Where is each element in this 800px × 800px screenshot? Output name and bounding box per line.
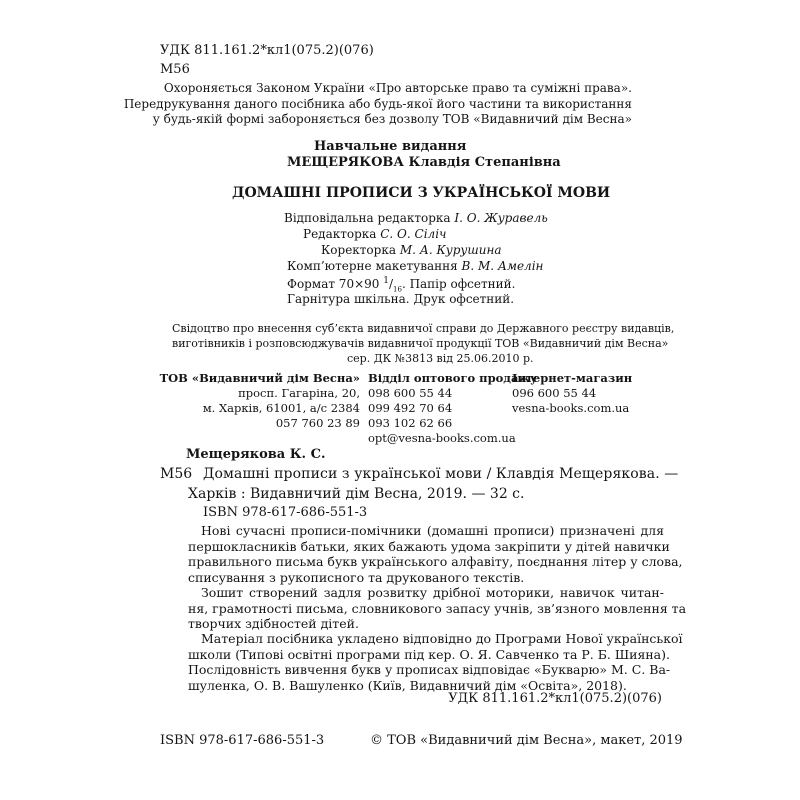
credit-role: Редакторка: [303, 227, 377, 241]
copyright-notice-line: Охороняється Законом України «Про авторське право та суміжні права».: [163, 81, 632, 95]
annotation-line: творчих здібностей дітей.: [188, 616, 359, 631]
edition-type: Навчальне видання: [314, 139, 467, 154]
credit-role: Комп’ютерне макетування: [287, 259, 458, 273]
book-title: ДОМАШНІ ПРОПИСИ З УКРАЇНСЬКОЇ МОВИ: [232, 185, 611, 201]
catalog-entry-line: Домашні прописи з української мови / Клавдія Мещерякова. —: [203, 466, 679, 482]
certificate-line: Свідоцтво про внесення суб’єкта видавничої справи до Державного реєстру видавців,: [172, 322, 675, 335]
online-shop-block: [512, 371, 632, 416]
catalog-code: М56: [160, 466, 193, 482]
wholesale-phone: 099 492 70 64: [368, 401, 453, 415]
format-fraction-den: 16: [393, 285, 402, 294]
udk-bottom: УДК 811.161.2*кл1(075.2)(076): [448, 691, 662, 706]
annotation-paragraph: [188, 631, 683, 693]
credit-name: В. М. Амелін: [461, 259, 544, 273]
format-fraction: $^1/_{16}$: [383, 276, 402, 294]
annotation-paragraph: [188, 585, 687, 632]
online-shop-phone: 096 600 55 44: [512, 386, 597, 400]
publisher-phone: 057 760 23 89: [275, 416, 360, 430]
wholesale-phone: 098 600 55 44: [368, 386, 453, 400]
annotation-line: ня, грамотності письма, словникового запасу учнів, зв’язного мовлення та: [188, 600, 687, 616]
credit-line: [284, 242, 548, 258]
credit-role: Коректорка: [321, 243, 396, 257]
copyright-notice-line: Передрукування даного посібника або будь-якої його частини та використання: [123, 96, 632, 111]
credit-line: [284, 210, 548, 226]
credit-line: [284, 226, 548, 242]
annotation-line: Послідовність вивчення букв у прописах відповідає «Букварю» М. С. Ва-: [188, 662, 671, 677]
annotation-line: правильного письма букв українського алфавіту, поєднання літер у слова,: [188, 554, 683, 569]
credit-name: М. А. Курушина: [399, 243, 502, 257]
annotation-line: шуленка, О. В. Вашуленко (Київ, Видавничий дім «Освіта», 2018).: [188, 677, 627, 693]
catalog-entry-line: Харків : Видавничий дім Весна, 2019. — 32 с.: [188, 486, 525, 502]
publisher-address-block: [160, 371, 360, 431]
annotation-line: списування з рукописного та друкованого текстів.: [188, 569, 525, 585]
online-shop-title: Інтернет-магазин: [512, 371, 633, 385]
copyright-notice: [124, 81, 632, 128]
wholesale-title: Відділ оптового продажу: [368, 371, 538, 385]
format-prefix: Формат 70×90: [287, 277, 380, 291]
annotation-line: Матеріал посібника укладено відповідно до Програми Нової української: [201, 631, 683, 646]
format-line: [287, 276, 515, 293]
credit-name: С. О. Сіліч: [380, 227, 447, 241]
certificate-line: сер. ДК №3813 від 25.06.2010 р.: [347, 352, 534, 365]
format-fraction-num: 1: [383, 276, 389, 286]
publisher-certificate: [172, 321, 674, 366]
copyright-notice-line: у будь-якій формі забороняється без дозволу ТОВ «Видавничий дім Весна»: [152, 112, 632, 126]
publisher-street: просп. Гагаріна, 20,: [238, 386, 360, 400]
catalog-author: Мещерякова К. С.: [186, 447, 326, 462]
copyright-bottom: © ТОВ «Видавничий дім Весна», макет, 2019: [370, 733, 683, 748]
author-full-name: МЕЩЕРЯКОВА Клавдія Степанівна: [287, 155, 561, 170]
wholesale-phone: 093 102 62 66: [368, 416, 453, 430]
annotation-line: Зошит створений задля розвитку дрібної моторики, навичок читан-: [201, 585, 664, 600]
credit-name: І. О. Журавель: [454, 211, 548, 225]
certificate-line: виготівників і розповсюджувачів видавничої продукції ТОВ «Видавничий дім Весна»: [172, 337, 669, 350]
udk-top: УДК 811.161.2*кл1(075.2)(076): [160, 43, 374, 58]
format-suffix: . Папір офсетний.: [401, 277, 516, 291]
catalog-isbn: ISBN 978-617-686-551-3: [203, 505, 368, 520]
publisher-name: ТОВ «Видавничий дім Весна»: [159, 371, 360, 385]
credit-line: [284, 258, 548, 274]
annotation-line: Нові сучасні прописи-помічники (домашні прописи) призначені для: [201, 523, 664, 538]
catalog-code-top: М56: [160, 62, 190, 77]
wholesale-email-link[interactable]: opt@vesna-books.com.ua: [368, 431, 516, 445]
credits: [284, 210, 548, 274]
annotation-line: школи (Типові освітні програми під кер. О. Я. Савченко та Р. Б. Шияна).: [188, 646, 670, 662]
annotation-paragraph: [188, 523, 683, 585]
annotation-line: першокласників батьки, яких бажають удома закріпити у дітей навички: [188, 538, 670, 554]
online-shop-site-link[interactable]: vesna-books.com.ua: [512, 401, 630, 415]
credit-role: Відповідальна редакторка: [284, 211, 451, 225]
publisher-city: м. Харків, 61001, а/с 2384: [202, 401, 360, 415]
isbn-bottom: ISBN 978-617-686-551-3: [160, 733, 325, 748]
typeface-line: Гарнітура шкільна. Друк офсетний.: [287, 292, 515, 306]
